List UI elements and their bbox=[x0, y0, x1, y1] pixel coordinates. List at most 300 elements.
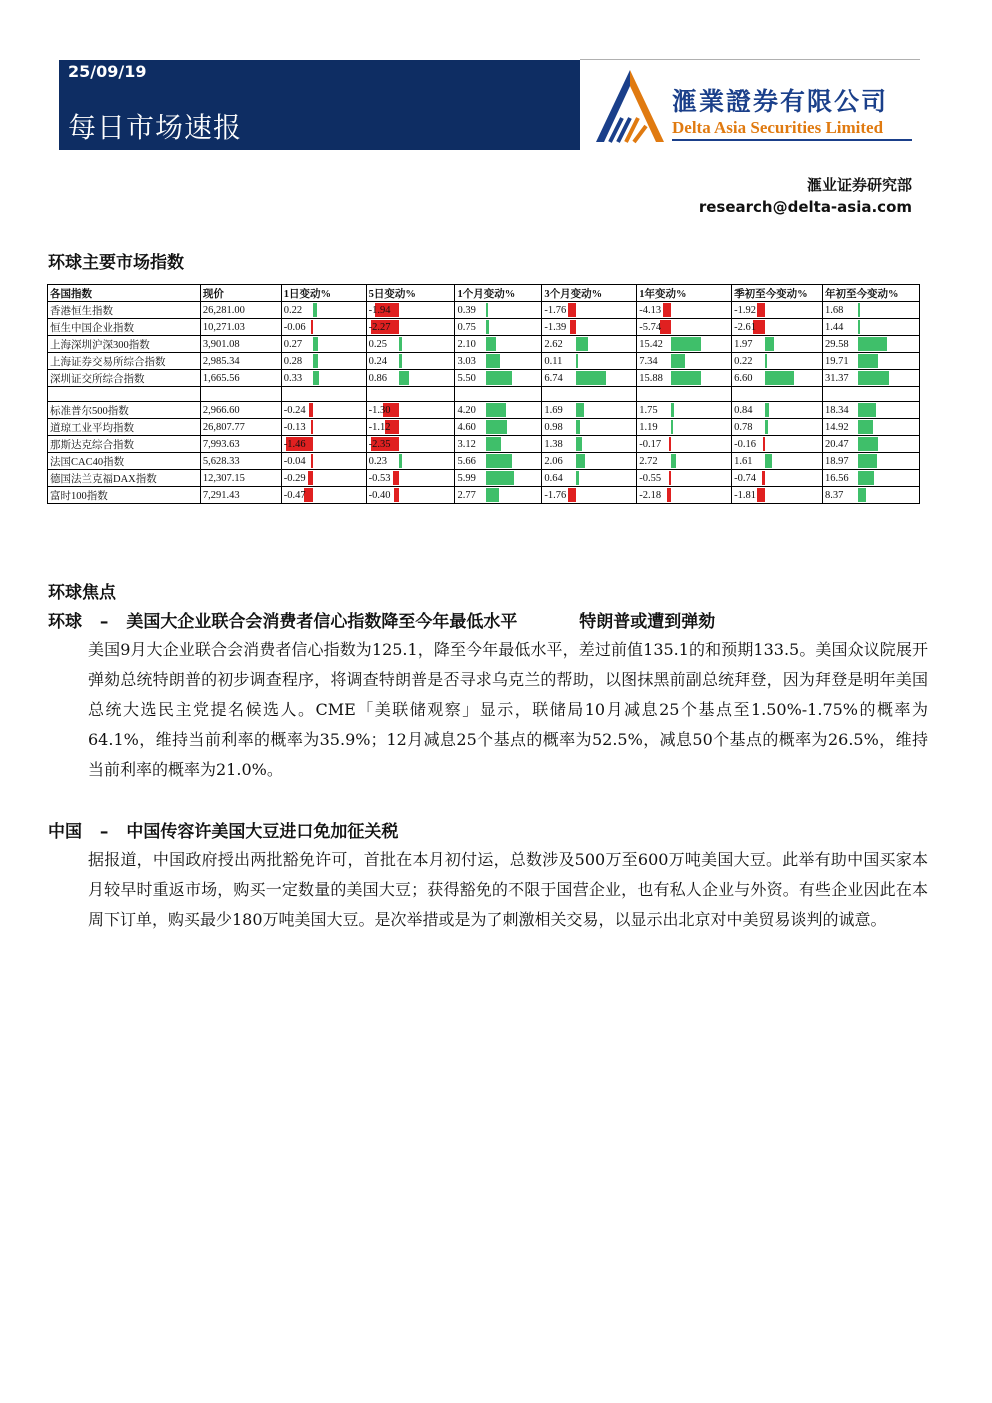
change-qtd bbox=[732, 487, 823, 504]
change-qtd bbox=[732, 470, 823, 487]
table-row bbox=[48, 436, 920, 453]
change-bar bbox=[308, 471, 313, 485]
change-5d-value: 0.25 bbox=[368, 338, 387, 350]
index-name-value: 那斯达克综合指数 bbox=[50, 439, 134, 451]
table-cell bbox=[732, 387, 823, 402]
change-5d bbox=[366, 353, 455, 370]
change-bar bbox=[399, 337, 402, 351]
change-bar bbox=[858, 320, 860, 334]
change-1y-value: -2.18 bbox=[639, 489, 662, 501]
change-bar bbox=[663, 303, 671, 317]
change-1d bbox=[281, 353, 366, 370]
change-ytd bbox=[823, 302, 920, 319]
change-bar bbox=[486, 437, 501, 451]
change-3m-value: 1.38 bbox=[544, 438, 563, 450]
change-bar bbox=[313, 337, 318, 351]
change-bar bbox=[576, 371, 606, 385]
col-header-qtd: 季初至今变动% bbox=[732, 285, 823, 302]
change-5d-value: 0.24 bbox=[368, 355, 387, 367]
change-1d bbox=[281, 436, 366, 453]
change-3m bbox=[542, 302, 637, 319]
change-bar bbox=[486, 337, 496, 351]
change-1m-value: 2.10 bbox=[457, 338, 476, 350]
col-header-index: 各国指数 bbox=[48, 285, 201, 302]
change-5d-value: -1.30 bbox=[368, 404, 391, 416]
index-price-value: 2,966.60 bbox=[202, 404, 240, 416]
change-ytd-value: 31.37 bbox=[825, 372, 849, 384]
change-bar bbox=[765, 337, 774, 351]
research-contact bbox=[699, 174, 912, 218]
index-name bbox=[48, 402, 201, 419]
index-price-value: 5,628.33 bbox=[202, 455, 240, 467]
focus-section-heading: 环球焦点 bbox=[48, 583, 116, 603]
news-title: 中国传容许美国大豆进口免加征关税 bbox=[126, 822, 399, 842]
change-bar bbox=[765, 371, 794, 385]
change-ytd-value: 16.56 bbox=[825, 472, 849, 484]
change-1m-value: 5.99 bbox=[457, 472, 476, 484]
change-ytd-value: 29.58 bbox=[825, 338, 849, 350]
change-qtd bbox=[732, 402, 823, 419]
change-bar bbox=[576, 403, 584, 417]
news-title-secondary: 特朗普或遭到弹劾 bbox=[579, 612, 716, 632]
change-1d bbox=[281, 487, 366, 504]
change-5d bbox=[366, 402, 455, 419]
index-price-value: 7,993.63 bbox=[202, 438, 240, 450]
change-bar bbox=[576, 471, 579, 485]
index-name bbox=[48, 470, 201, 487]
change-3m-value: -1.76 bbox=[544, 304, 567, 316]
index-name bbox=[48, 370, 201, 387]
change-ytd-value: 8.37 bbox=[825, 489, 844, 501]
change-1d-value: 0.28 bbox=[283, 355, 303, 367]
change-3m bbox=[542, 319, 637, 336]
index-price bbox=[200, 370, 281, 387]
news-headline bbox=[48, 817, 928, 845]
index-price-value: 26,807.77 bbox=[202, 421, 245, 433]
report-date: 25/09/19 bbox=[68, 62, 147, 81]
news-region: 中国 bbox=[48, 822, 82, 842]
table-cell bbox=[823, 387, 920, 402]
change-bar bbox=[757, 488, 765, 502]
change-ytd bbox=[823, 487, 920, 504]
change-3m bbox=[542, 402, 637, 419]
index-name-value: 道琼工业平均指数 bbox=[50, 422, 134, 434]
change-1m bbox=[455, 370, 542, 387]
change-bar bbox=[858, 420, 873, 434]
table-cell bbox=[455, 387, 542, 402]
change-1m bbox=[455, 402, 542, 419]
change-ytd bbox=[823, 419, 920, 436]
change-ytd-value: 19.71 bbox=[825, 355, 849, 367]
change-1y bbox=[637, 470, 732, 487]
change-3m-value: -1.39 bbox=[544, 321, 567, 333]
change-bar bbox=[576, 337, 588, 351]
table-cell bbox=[542, 387, 637, 402]
change-1y bbox=[637, 302, 732, 319]
change-1y bbox=[637, 319, 732, 336]
header-banner bbox=[59, 60, 580, 150]
change-1y-value: 7.34 bbox=[639, 355, 658, 367]
change-bar bbox=[671, 354, 685, 368]
change-1d bbox=[281, 402, 366, 419]
market-index-table bbox=[47, 284, 920, 504]
change-qtd-value: 6.60 bbox=[734, 372, 753, 384]
change-bar bbox=[858, 337, 887, 351]
change-1y-value: 1.19 bbox=[639, 421, 658, 433]
change-3m-value: 0.64 bbox=[544, 472, 563, 484]
change-ytd bbox=[823, 336, 920, 353]
table-cell bbox=[637, 387, 732, 402]
index-price-value: 3,901.08 bbox=[202, 338, 240, 350]
index-price bbox=[200, 319, 281, 336]
change-3m-value: 0.11 bbox=[544, 355, 563, 367]
change-qtd-value: 1.97 bbox=[734, 338, 753, 350]
index-price-value: 2,985.34 bbox=[202, 355, 240, 367]
table-body bbox=[48, 302, 920, 504]
table-row bbox=[48, 402, 920, 419]
table-row bbox=[48, 370, 920, 387]
change-1d bbox=[281, 470, 366, 487]
change-1d bbox=[281, 302, 366, 319]
change-bar bbox=[671, 403, 674, 417]
index-price bbox=[200, 419, 281, 436]
change-bar bbox=[486, 488, 499, 502]
table-row bbox=[48, 319, 920, 336]
change-5d bbox=[366, 319, 455, 336]
change-1y-value: -0.55 bbox=[639, 472, 662, 484]
change-bar bbox=[660, 320, 671, 334]
change-bar bbox=[858, 454, 877, 468]
change-1y-value: 1.75 bbox=[639, 404, 658, 416]
change-5d bbox=[366, 336, 455, 353]
change-qtd bbox=[732, 336, 823, 353]
change-qtd bbox=[732, 302, 823, 319]
change-5d bbox=[366, 470, 455, 487]
change-bar bbox=[576, 454, 585, 468]
change-bar bbox=[486, 454, 512, 468]
change-5d bbox=[366, 487, 455, 504]
index-name bbox=[48, 487, 201, 504]
index-price bbox=[200, 487, 281, 504]
delta-logo-icon bbox=[592, 68, 670, 144]
change-5d-value: -0.40 bbox=[368, 489, 391, 501]
change-1d-value: -0.06 bbox=[283, 321, 306, 333]
change-1m-value: 4.60 bbox=[457, 421, 476, 433]
change-bar bbox=[311, 320, 313, 334]
change-1d-value: 0.27 bbox=[283, 338, 303, 350]
change-qtd bbox=[732, 453, 823, 470]
change-3m bbox=[542, 487, 637, 504]
index-name bbox=[48, 419, 201, 436]
change-bar bbox=[858, 403, 876, 417]
change-1m bbox=[455, 336, 542, 353]
change-5d-value: -0.53 bbox=[368, 472, 391, 484]
change-bar bbox=[671, 454, 676, 468]
department-name: 滙业证券研究部 bbox=[806, 176, 912, 194]
table-row bbox=[48, 487, 920, 504]
change-1d bbox=[281, 453, 366, 470]
index-name-value: 上海深圳沪深300指数 bbox=[50, 339, 150, 351]
change-1m bbox=[455, 419, 542, 436]
change-3m bbox=[542, 353, 637, 370]
change-5d bbox=[366, 436, 455, 453]
change-1m bbox=[455, 470, 542, 487]
change-1y-value: -4.13 bbox=[639, 304, 662, 316]
change-bar bbox=[757, 303, 765, 317]
change-bar bbox=[486, 371, 512, 385]
news-item-global bbox=[48, 607, 928, 785]
change-bar bbox=[486, 354, 500, 368]
index-name bbox=[48, 453, 201, 470]
table-row bbox=[48, 453, 920, 470]
change-ytd bbox=[823, 319, 920, 336]
col-header-1y: 1年变动% bbox=[637, 285, 732, 302]
change-3m bbox=[542, 453, 637, 470]
change-qtd-value: 0.22 bbox=[734, 355, 753, 367]
change-1d bbox=[281, 336, 366, 353]
change-bar bbox=[765, 454, 772, 468]
change-bar bbox=[313, 371, 319, 385]
change-3m bbox=[542, 336, 637, 353]
change-bar bbox=[393, 471, 399, 485]
index-name-value: 上海证券交易所综合指数 bbox=[50, 356, 166, 368]
change-qtd-value: -1.81 bbox=[734, 489, 756, 501]
change-1d-value: -0.13 bbox=[283, 421, 306, 433]
index-price-value: 7,291.43 bbox=[202, 489, 240, 501]
change-1m-value: 0.75 bbox=[457, 321, 476, 333]
change-qtd-value: 0.84 bbox=[734, 404, 753, 416]
logo-underline bbox=[672, 139, 912, 141]
header-rule bbox=[580, 59, 920, 60]
change-bar bbox=[311, 454, 313, 468]
col-header-1d: 1日变动% bbox=[281, 285, 366, 302]
col-header-price: 现价 bbox=[200, 285, 281, 302]
table-cell bbox=[281, 387, 366, 402]
change-3m-value: 6.74 bbox=[544, 372, 563, 384]
change-5d-value: 0.86 bbox=[368, 372, 387, 384]
change-bar bbox=[486, 420, 507, 434]
change-5d bbox=[366, 453, 455, 470]
change-1m bbox=[455, 453, 542, 470]
change-1m-value: 3.03 bbox=[457, 355, 476, 367]
change-1m-value: 3.12 bbox=[457, 438, 476, 450]
news-title: 美国大企业联合会消费者信心指数降至今年最低水平 bbox=[126, 612, 518, 632]
index-name bbox=[48, 353, 201, 370]
change-3m bbox=[542, 370, 637, 387]
index-name bbox=[48, 319, 201, 336]
table-row bbox=[48, 353, 920, 370]
change-ytd bbox=[823, 436, 920, 453]
change-qtd-value: -1.92 bbox=[734, 304, 756, 316]
change-qtd bbox=[732, 419, 823, 436]
change-1y-value: 2.72 bbox=[639, 455, 658, 467]
change-1y-value: 15.42 bbox=[639, 338, 663, 350]
table-row bbox=[48, 302, 920, 319]
change-ytd bbox=[823, 353, 920, 370]
index-name bbox=[48, 436, 201, 453]
change-bar bbox=[486, 303, 488, 317]
change-qtd-value: 0.78 bbox=[734, 421, 753, 433]
change-bar bbox=[576, 437, 582, 451]
change-1m-value: 5.66 bbox=[457, 455, 476, 467]
change-bar bbox=[669, 471, 671, 485]
company-name-en: Delta Asia Securities Limited bbox=[672, 118, 884, 137]
index-price-value: 26,281.00 bbox=[202, 304, 245, 316]
change-1y bbox=[637, 353, 732, 370]
change-ytd bbox=[823, 453, 920, 470]
change-5d-value: -2.35 bbox=[368, 438, 391, 450]
change-qtd bbox=[732, 319, 823, 336]
change-qtd bbox=[732, 353, 823, 370]
change-ytd bbox=[823, 402, 920, 419]
index-price bbox=[200, 453, 281, 470]
change-ytd-value: 20.47 bbox=[825, 438, 849, 450]
news-dash: – bbox=[99, 822, 109, 842]
col-header-1m: 1个月变动% bbox=[455, 285, 542, 302]
report-title: 每日市场速报 bbox=[68, 111, 243, 144]
change-ytd bbox=[823, 470, 920, 487]
change-ytd-value: 14.92 bbox=[825, 421, 849, 433]
change-5d-value: 0.23 bbox=[368, 455, 387, 467]
change-bar bbox=[858, 437, 878, 451]
change-bar bbox=[858, 488, 866, 502]
change-3m-value: 2.62 bbox=[544, 338, 563, 350]
change-bar bbox=[576, 420, 580, 434]
change-1m-value: 2.77 bbox=[457, 489, 476, 501]
change-5d-value: -1.12 bbox=[368, 421, 391, 433]
change-3m bbox=[542, 436, 637, 453]
change-1y-value: 15.88 bbox=[639, 372, 663, 384]
index-price bbox=[200, 336, 281, 353]
news-region: 环球 bbox=[48, 612, 82, 632]
change-1d-value: -1.46 bbox=[283, 438, 306, 450]
change-qtd-value: -0.74 bbox=[734, 472, 756, 484]
change-5d-value: -2.27 bbox=[368, 321, 391, 333]
change-5d-value: -1.94 bbox=[368, 304, 391, 316]
change-bar bbox=[568, 303, 576, 317]
change-bar bbox=[568, 488, 576, 502]
change-bar bbox=[399, 354, 402, 368]
col-header-ytd: 年初至今变动% bbox=[823, 285, 920, 302]
change-ytd-value: 18.97 bbox=[825, 455, 849, 467]
news-dash: – bbox=[99, 612, 109, 632]
change-3m-value: 1.69 bbox=[544, 404, 563, 416]
index-name-value: 恒生中国企业指数 bbox=[50, 322, 134, 334]
change-ytd bbox=[823, 370, 920, 387]
news-body: 美国9月大企业联合会消费者信心指数为125.1，降至今年最低水平，差过前值135.1的和预期133.5。美国众议院展开弹劾总统特朗普的初步调查程序，将调查特朗普是否寻求乌克兰的帮助，以图抹黑前副总统拜登，因为拜登是明年美国总统大选民主党提名候选人。CME「美联储观察」显示，联储局10月减息25个基点至1.50%-1.75%的概率为64.1%，维持当前利率的概率为35.9%；12月减息25个基点的概率为52.5%，减息50个基点的概率为26.5%，维持当前利率的概率为21.0%。 bbox=[88, 640, 928, 779]
news-body: 据报道，中国政府授出两批豁免许可，首批在本月初付运，总数涉及500万至600万吨美国大豆。此举有助中国买家本月较早时重返市场，购买一定数量的美国大豆；获得豁免的不限于国营企业，也有私人企业与外资。有些企业因此在本周下订单，购买最少180万吨美国大豆。是次举措或是为了刺激相关交易，以显示出北京对中美贸易谈判的诚意。 bbox=[88, 850, 928, 929]
change-bar bbox=[763, 437, 765, 451]
change-1m bbox=[455, 302, 542, 319]
change-1m bbox=[455, 353, 542, 370]
change-bar bbox=[313, 354, 318, 368]
change-bar bbox=[765, 403, 769, 417]
index-price bbox=[200, 353, 281, 370]
index-name bbox=[48, 336, 201, 353]
index-name-value: 深圳证交所综合指数 bbox=[50, 373, 145, 385]
index-name-value: 德国法兰克福DAX指数 bbox=[50, 473, 157, 485]
change-bar bbox=[765, 354, 767, 368]
contact-email[interactable]: research@delta-asia.com bbox=[698, 198, 912, 216]
change-qtd bbox=[732, 370, 823, 387]
change-5d bbox=[366, 419, 455, 436]
change-3m-value: -1.76 bbox=[544, 489, 567, 501]
change-bar bbox=[671, 371, 701, 385]
change-1d bbox=[281, 370, 366, 387]
change-1y-value: -5.74 bbox=[639, 321, 662, 333]
change-1m bbox=[455, 436, 542, 453]
change-1y-value: -0.17 bbox=[639, 438, 662, 450]
table-cell bbox=[200, 387, 281, 402]
change-bar bbox=[858, 354, 878, 368]
change-bar bbox=[858, 471, 874, 485]
change-1m-value: 4.20 bbox=[457, 404, 476, 416]
change-1d-value: -0.24 bbox=[283, 404, 306, 416]
index-price bbox=[200, 402, 281, 419]
change-1y bbox=[637, 453, 732, 470]
table-row bbox=[48, 470, 920, 487]
change-qtd bbox=[732, 436, 823, 453]
change-ytd-value: 18.34 bbox=[825, 404, 849, 416]
change-1d-value: -0.47 bbox=[283, 489, 306, 501]
change-qtd-value: -2.61 bbox=[734, 321, 756, 333]
table-header-row bbox=[48, 285, 920, 302]
index-name-value: 法国CAC40指数 bbox=[50, 456, 125, 468]
change-1d-value: 0.22 bbox=[283, 304, 303, 316]
table-cell bbox=[48, 387, 201, 402]
index-price bbox=[200, 436, 281, 453]
change-1y bbox=[637, 487, 732, 504]
change-5d bbox=[366, 302, 455, 319]
change-bar bbox=[309, 403, 313, 417]
change-bar bbox=[394, 488, 399, 502]
change-1y bbox=[637, 402, 732, 419]
index-price-value: 1,665.56 bbox=[202, 372, 240, 384]
change-1d-value: -0.29 bbox=[283, 472, 306, 484]
table-cell bbox=[366, 387, 455, 402]
change-1d bbox=[281, 319, 366, 336]
change-bar bbox=[671, 337, 701, 351]
table-spacer-row bbox=[48, 387, 920, 402]
news-item-china bbox=[48, 817, 928, 935]
index-name-value: 标准普尔500指数 bbox=[50, 405, 129, 417]
change-1m-value: 0.39 bbox=[457, 304, 476, 316]
change-bar bbox=[765, 420, 768, 434]
change-qtd-value: -0.16 bbox=[734, 438, 756, 450]
change-bar bbox=[399, 371, 409, 385]
change-bar bbox=[570, 320, 576, 334]
change-bar bbox=[486, 403, 506, 417]
change-ytd-value: 1.44 bbox=[825, 321, 844, 333]
change-bar bbox=[762, 471, 765, 485]
change-bar bbox=[667, 488, 671, 502]
index-name-value: 香港恒生指数 bbox=[50, 305, 113, 317]
change-bar bbox=[858, 303, 860, 317]
change-bar bbox=[311, 420, 313, 434]
index-name bbox=[48, 302, 201, 319]
change-ytd-value: 1.68 bbox=[825, 304, 844, 316]
table-row bbox=[48, 419, 920, 436]
change-5d bbox=[366, 370, 455, 387]
change-bar bbox=[486, 471, 514, 485]
change-qtd-value: 1.61 bbox=[734, 455, 753, 467]
index-name-value: 富时100指数 bbox=[50, 490, 108, 502]
col-header-3m: 3个月变动% bbox=[542, 285, 637, 302]
change-3m-value: 0.98 bbox=[544, 421, 563, 433]
change-3m-value: 2.06 bbox=[544, 455, 563, 467]
change-bar bbox=[671, 420, 673, 434]
change-1y bbox=[637, 419, 732, 436]
